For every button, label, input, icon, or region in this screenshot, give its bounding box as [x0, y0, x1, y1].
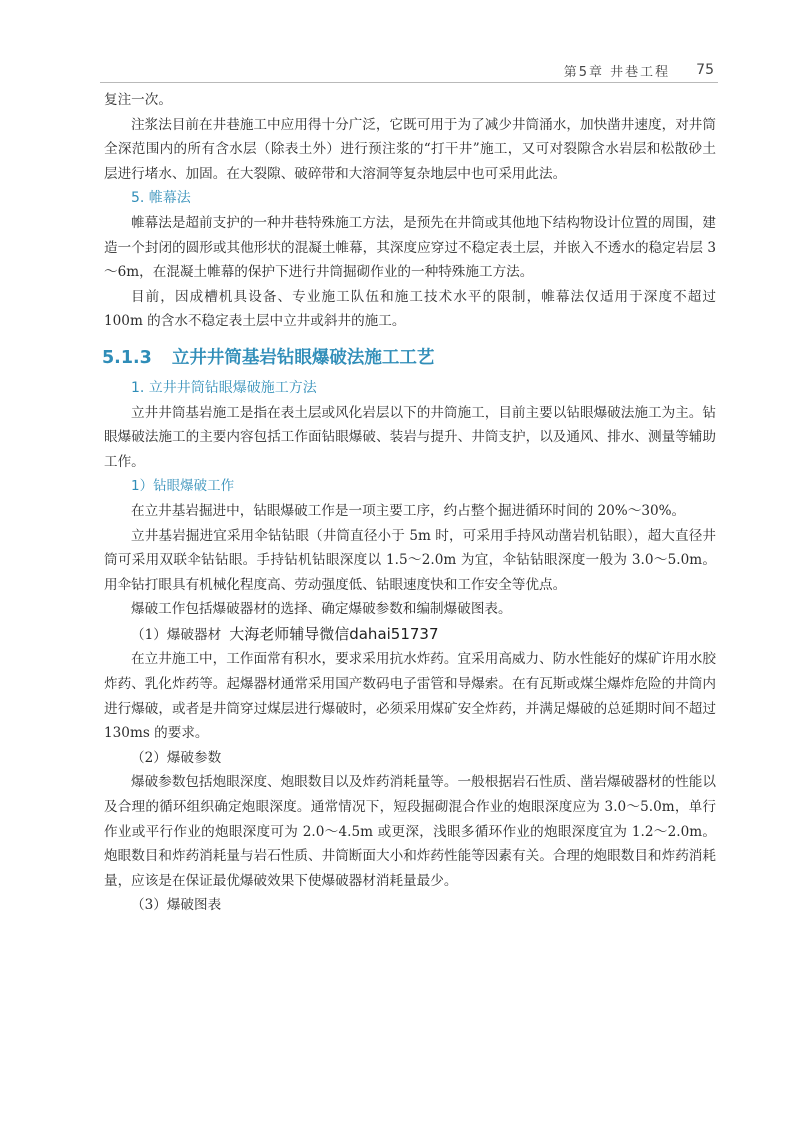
page-header — [100, 58, 718, 83]
item-label: （1）爆破器材 — [131, 626, 222, 643]
subsection-heading-curtain: 5. 帷幕法 — [131, 190, 191, 207]
paragraph: 帷幕法是超前支护的一种井巷特殊施工方法，是预先在井筒或其他地下结构物设计位置的周围，建造一个封闭的圆形或其他形状的混凝土帷幕，其深度应穿过不稳定表土层，并嵌入不透水的稳定岩层 3～6m，在混凝土帷幕的保护下进行井筒掘砌作业的一种特殊施工方法。 — [104, 214, 716, 281]
paragraph: 爆破参数包括炮眼深度、炮眼数目以及炸药消耗量等。一般根据岩石性质、凿岩爆破器材的性能以及合理的循环组织确定炮眼深度。通常情况下，短段掘砌混合作业的炮眼深度应为 3.0～5.0m，单行作业或平行作业的炮眼深度可为 2.0～4.5m 或更深，浅眼多循环作业的炮眼深度宜为 1.2～2.0m。炮眼数目和炸药消耗量与岩石性质、井筒断面大小和炸药性能等因素有关。合理的炮眼数目和炸药消耗量，应该是在保证最优爆破效果下使爆破器材消耗量最少。 — [104, 774, 716, 889]
section-title: 立井井筒基岩钻眼爆破法施工工艺 — [171, 347, 435, 368]
section-number: 5.1.3 — [102, 347, 152, 368]
paragraph: 爆破工作包括爆破器材的选择、确定爆破参数和编制爆破图表。 — [131, 601, 512, 618]
paragraph: 注浆法目前在井巷施工中应用得十分广泛，它既可用于为了减少井筒涌水，加快凿井速度，对井筒全深范围内的所有含水层（除表土外）进行预注浆的“打干井”施工，又可对裂隙含水岩层和松散砂土层进行堵水、加固。在大裂隙、破碎带和大溶洞等复杂地层中也可采用此法。 — [104, 116, 716, 182]
paragraph: 复注一次。 — [104, 92, 172, 108]
paragraph: 立井基岩掘进宜采用伞钻钻眼（井筒直径小于 5m 时，可采用手持风动凿岩机钻眼），超大直径井筒可采用双联伞钻钻眼。手持钻机钻眼深度以 1.5～2.0m 为宜，伞钻钻眼深度一般为 3.0～5.0m。用伞钻打眼具有机械化程度高、劳动强度低、钻眼速度快和工作安全等优点。 — [104, 527, 716, 593]
paragraph: 立井井筒基岩施工是指在表土层或风化岩层以下的井筒施工，目前主要以钻眼爆破法施工为主。钻眼爆破法施工的主要内容包括工作面钻眼爆破、装岩与提升、井筒支护，以及通风、排水、测量等辅助工作。 — [104, 404, 716, 470]
chapter-title: 第5章 井巷工程 — [563, 64, 671, 80]
section-heading — [102, 344, 716, 372]
page-number: 75 — [696, 62, 714, 78]
paragraph: 在立井施工中，工作面常有积水，要求采用抗水炸药。宜采用高威力、防水性能好的煤矿许用水胶炸药、乳化炸药等。起爆器材通常采用国产数码电子雷管和导爆索。在有瓦斯或煤尘爆炸危险的井筒内进行爆破，或者是井筒穿过煤层进行爆破时，必须采用煤矿安全炸药，并满足爆破的总延期时间不超过 130ms 的要求。 — [104, 651, 716, 742]
paragraph: 在立井基岩掘进中，钻眼爆破工作是一项主要工序，约占整个掘进循环时间的 20%～30%。 — [131, 502, 686, 519]
subsection-heading-method: 1. 立井井筒钻眼爆破施工方法 — [131, 379, 317, 396]
page-body — [104, 88, 716, 918]
paragraph: 目前，因成槽机具设备、专业施工队伍和施工技术水平的限制，帷幕法仅适用于深度不超过 100m 的含水不稳定表土层中立井或斜井的施工。 — [104, 288, 716, 330]
item-heading-blasting-parameters: （2）爆破参数 — [131, 749, 222, 766]
item-heading-blasting-materials — [104, 622, 716, 648]
item-heading-blasting-chart: （3）爆破图表 — [131, 897, 222, 914]
watermark-text: 大海老师辅导微信dahai51737 — [229, 624, 439, 643]
subsection-heading-drilling: 1）钻眼爆破工作 — [131, 478, 235, 495]
